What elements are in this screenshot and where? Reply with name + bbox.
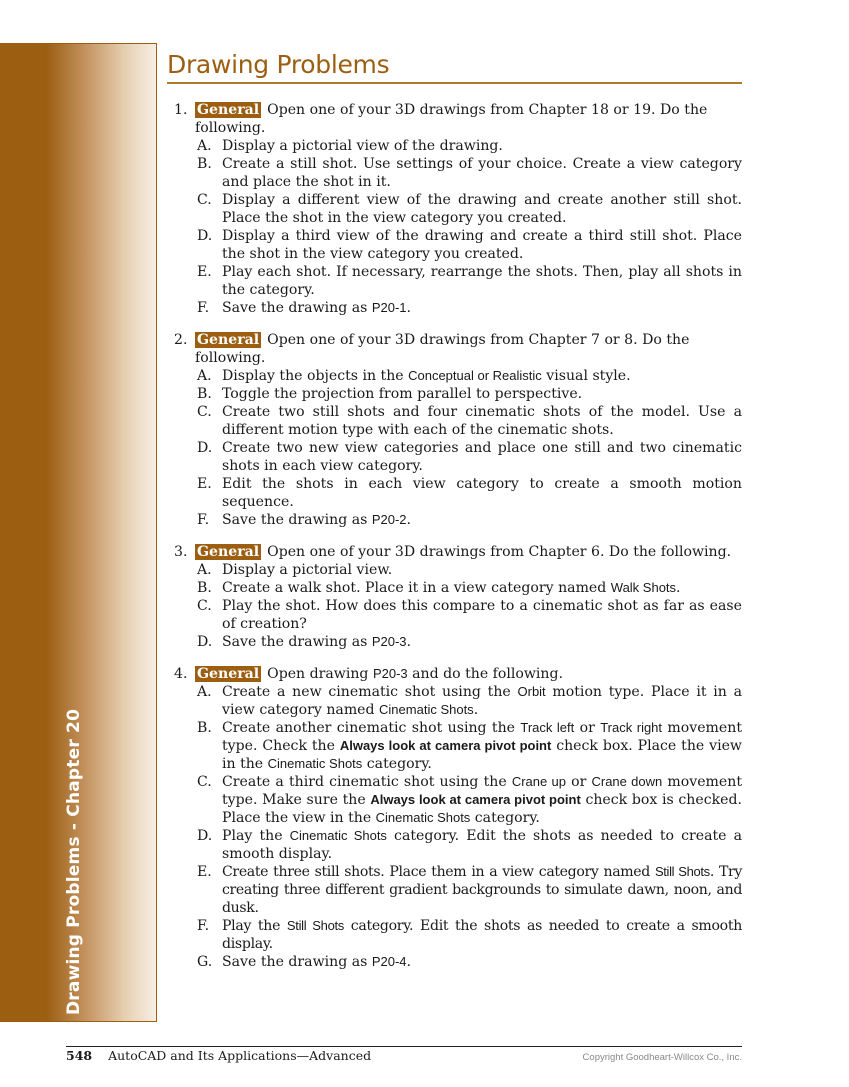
page-title: Drawing Problems — [167, 50, 742, 84]
filename: P20-1 — [371, 300, 407, 315]
problem-number: 4. — [174, 666, 188, 682]
step: C. Play the shot. How does this compare to a cinematic shot as far as ease of creation? — [197, 598, 742, 632]
step: G. Save the drawing as P20-4. — [197, 954, 412, 970]
problem-intro: Open drawing P20-3 and do the following. — [267, 666, 564, 682]
problem-intro: Open one of your 3D drawings from Chapter 18 or 19. Do the following. — [195, 102, 708, 136]
step: A. Display a pictorial view of the drawing. — [197, 138, 503, 154]
step: F. Save the drawing as P20-2. — [197, 512, 412, 528]
difficulty-badge: General — [197, 666, 260, 682]
problem-number: 2. — [174, 332, 188, 348]
step: A. Create a new cinematic shot using the Orbit motion type. Place it in a view category named Cinematic Shots. — [197, 684, 742, 718]
step: B. Create another cinematic shot using the Track left or Track right movement type. Check the Always look at camera pivot point check box. Place the view in the Cinematic Shots category. — [197, 720, 742, 772]
step: D. Display a third view of the drawing and create a third still shot. Place the shot in the view category you created. — [197, 228, 742, 262]
sidebar-label: Drawing Problems - Chapter 20 — [64, 708, 84, 1015]
footer-divider — [66, 1046, 742, 1047]
copyright-notice: Copyright Goodheart-Willcox Co., Inc. — [582, 1052, 742, 1063]
problem-intro: Open one of your 3D drawings from Chapter 7 or 8. Do the following. — [195, 332, 690, 366]
page-footer — [66, 1048, 742, 1063]
step: E. Play each shot. If necessary, rearrange the shots. Then, play all shots in the category. — [197, 264, 742, 298]
problem-1 — [174, 101, 742, 317]
step: D. Create two new view categories and place one still and two cinematic shots in each view category. — [197, 440, 742, 474]
problems-list — [174, 101, 742, 985]
step: C. Display a different view of the drawing and create another still shot. Place the shot in the view category you created. — [197, 192, 742, 226]
step: E. Edit the shots in each view category to create a smooth motion sequence. — [197, 476, 742, 510]
filename: P20-4 — [371, 954, 407, 969]
step: A. Display a pictorial view. — [197, 562, 393, 578]
problem-4 — [174, 665, 742, 971]
problem-number: 1. — [174, 102, 188, 118]
difficulty-badge: General — [197, 332, 260, 348]
difficulty-badge: General — [197, 544, 260, 560]
problem-3 — [174, 543, 742, 651]
step: C. Create two still shots and four cinematic shots of the model. Use a different motion type with each of the cinematic shots. — [197, 404, 742, 438]
step: A. Display the objects in the Conceptual or Realistic visual style. — [197, 368, 631, 384]
step: B. Create a walk shot. Place it in a view category named Walk Shots. — [197, 580, 681, 596]
step: F. Save the drawing as P20-1. — [197, 300, 412, 316]
step: C. Create a third cinematic shot using the Crane up or Crane down movement type. Make sure the Always look at camera pivot point check box is checked. Place the view in the Cinematic Shots category. — [197, 774, 743, 826]
problem-2 — [174, 331, 742, 529]
step: E. Create three still shots. Place them in a view category named Still Shots. Try creating three different gradient backgrounds to simulate dawn, noon, and dusk. — [197, 864, 743, 916]
page-number: 548 — [66, 1048, 93, 1063]
problem-number: 3. — [174, 544, 188, 560]
step: B. Create a still shot. Use settings of your choice. Create a view category and place the shot in it. — [197, 156, 742, 190]
difficulty-badge: General — [197, 102, 260, 118]
filename: P20-2 — [371, 512, 407, 527]
step: D. Play the Cinematic Shots category. Edit the shots as needed to create a smooth display. — [197, 828, 742, 862]
problem-intro: Open one of your 3D drawings from Chapter 6. Do the following. — [267, 544, 732, 560]
step: D. Save the drawing as P20-3. — [197, 634, 412, 650]
step: B. Toggle the projection from parallel to perspective. — [197, 386, 583, 402]
step: F. Play the Still Shots category. Edit the shots as needed to create a smooth display. — [197, 918, 742, 952]
book-title: AutoCAD and Its Applications—Advanced — [108, 1048, 372, 1063]
filename: P20-3 — [371, 634, 407, 649]
chapter-sidebar-tab — [0, 43, 157, 1022]
